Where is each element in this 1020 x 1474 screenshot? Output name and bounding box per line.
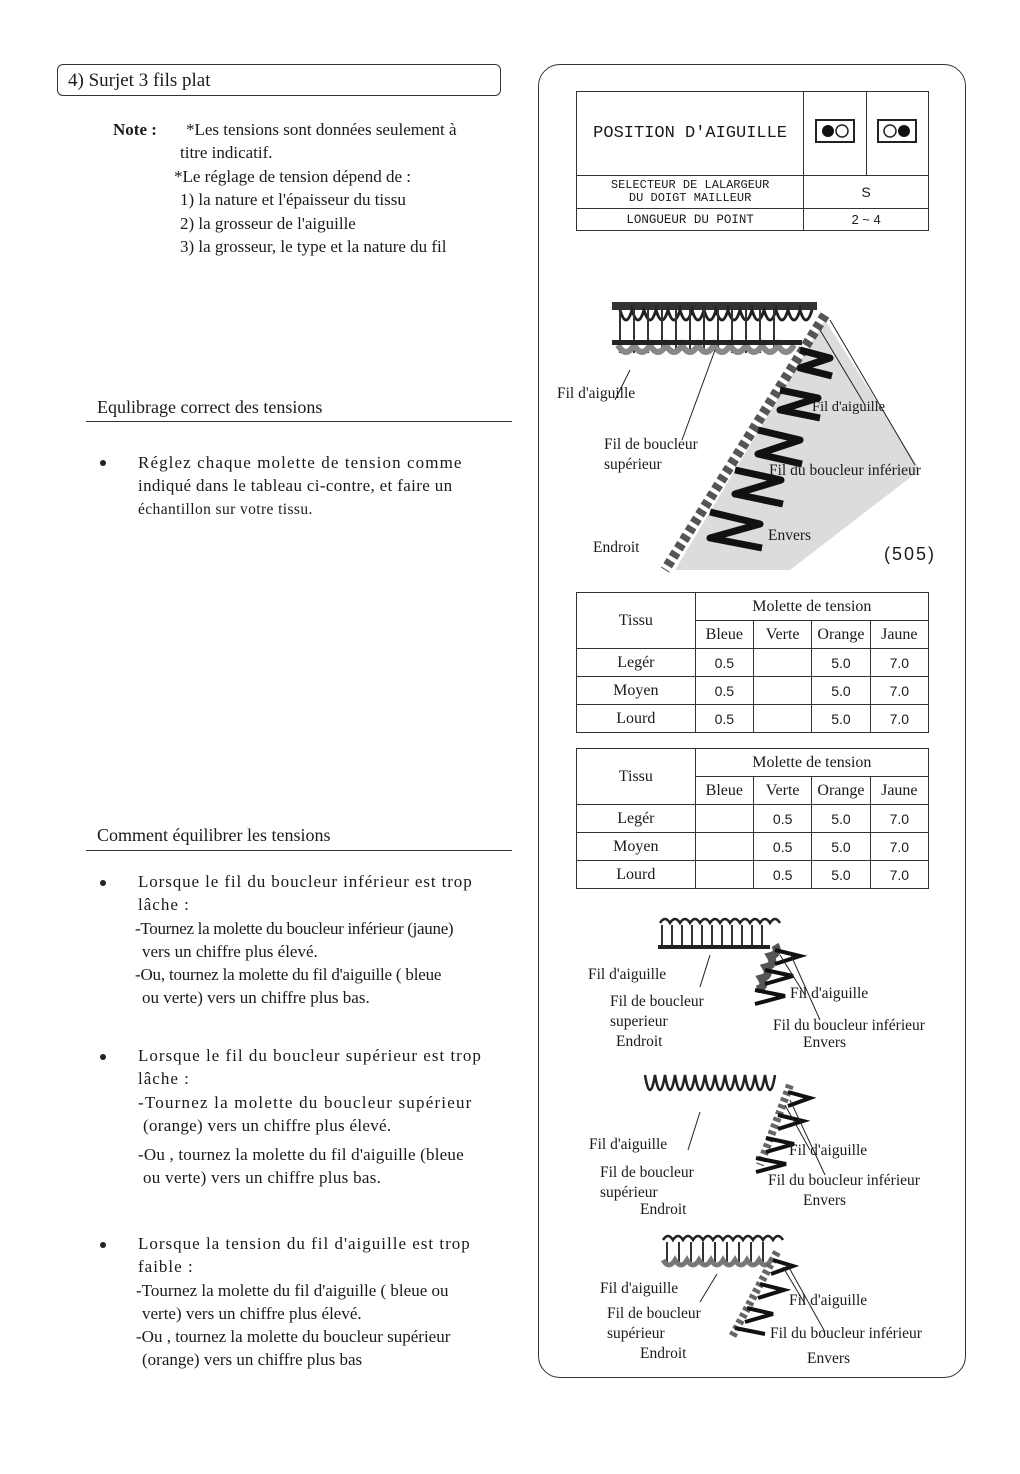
cell — [754, 705, 812, 733]
note-line-2: titre indicatif. — [180, 143, 273, 162]
stitch-diagram-small-1 — [640, 915, 830, 1030]
cell — [695, 861, 753, 889]
needle-position-table — [576, 91, 929, 231]
howto-item-2-line: -Ou , tournez la molette du fil d'aiguille (bleue — [138, 1145, 464, 1165]
width-selector-label-line: DU DOIGT MAILLEUR — [628, 191, 752, 205]
howto-item-1-line: ou verte) vers un chiffre plus bas. — [142, 988, 370, 1008]
section-title: 4) Surjet 3 fils plat — [57, 64, 501, 96]
cell: 7.0 — [870, 833, 928, 861]
cell — [695, 833, 753, 861]
howto-item-3-line: verte) vers un chiffre plus élevé. — [142, 1303, 362, 1323]
label-needle-right: Fil d'aiguille — [790, 985, 869, 1002]
cell: 0.5 — [754, 861, 812, 889]
table-row — [577, 677, 929, 705]
label-back: Envers — [768, 527, 812, 544]
howto-item-3-line: Lorsque la tension du fil d'aiguille est trop — [138, 1234, 471, 1253]
label-upper-looper-2: superieur — [610, 1013, 668, 1030]
bullet-icon — [100, 1054, 106, 1060]
label-upper-looper: Fil de boucleur — [600, 1164, 694, 1181]
howto-item-3 — [138, 1232, 471, 1372]
howto-item-3-line: faible : — [138, 1257, 194, 1277]
tension-table-blue — [576, 592, 929, 733]
cell: 7.0 — [870, 805, 928, 833]
row-label: Lourd — [577, 705, 696, 733]
bullet-icon — [100, 880, 106, 886]
note-line-1: *Les tensions sont données seulement à — [186, 120, 457, 139]
label-front: Endroit — [640, 1201, 687, 1218]
cell: 5.0 — [812, 805, 870, 833]
howto-item-1-line: Lorsque le fil du boucleur inférieur est trop — [138, 872, 473, 891]
howto-item-1-line: lâche : — [138, 895, 190, 915]
howto-item-2 — [138, 1044, 482, 1190]
howto-item-1-line: vers un chiffre plus élevé. — [142, 941, 318, 961]
row-label: Lourd — [577, 861, 696, 889]
bullet-icon — [100, 460, 106, 466]
cell: 0.5 — [695, 649, 753, 677]
bullet-icon — [100, 1242, 106, 1248]
balance-line-3: échantillon sur votre tissu. — [138, 500, 313, 518]
label-front: Endroit — [593, 539, 640, 556]
balance-rule — [86, 421, 512, 422]
table-row — [577, 705, 929, 733]
label-upper-looper: Fil de boucleur — [604, 436, 698, 453]
col-orange: Orange — [812, 621, 870, 649]
label-needle-left: Fil d'aiguille — [600, 1280, 679, 1297]
label-needle-right: Fil d'aiguille — [812, 399, 886, 415]
label-lower-looper: Fil du boucleur inférieur — [770, 1325, 922, 1342]
col-verte: Verte — [754, 777, 812, 805]
note-label: Note : — [113, 120, 157, 139]
cell: 0.5 — [754, 833, 812, 861]
balance-line-2: indiqué dans le tableau ci-contre, et faire un — [138, 476, 453, 496]
col-tissu: Tissu — [577, 593, 696, 649]
stitch-length-label: LONGUEUR DU POINT — [577, 209, 804, 231]
cell — [695, 805, 753, 833]
note-line-6: 3) la grosseur, le type et la nature du fil — [180, 237, 447, 256]
label-front: Endroit — [616, 1033, 663, 1050]
cell: 0.5 — [695, 705, 753, 733]
needle-left-icon — [815, 119, 855, 143]
row-label: Moyen — [577, 833, 696, 861]
cell — [754, 649, 812, 677]
cell: 7.0 — [870, 677, 928, 705]
label-back: Envers — [803, 1034, 847, 1051]
note-line-3: *Le réglage de tension dépend de : — [174, 167, 411, 186]
label-lower-looper: Fil du boucleur inférieur — [773, 1017, 925, 1034]
table-row — [577, 833, 929, 861]
label-needle-left: Fil d'aiguille — [589, 1136, 668, 1153]
label-upper-looper-2: supérieur — [607, 1325, 665, 1342]
howto-heading: Comment équilibrer les tensions — [97, 825, 331, 845]
label-upper-looper-2: supérieur — [604, 456, 662, 473]
row-label: Moyen — [577, 677, 696, 705]
table-row — [577, 649, 929, 677]
col-verte: Verte — [754, 621, 812, 649]
position-title: POSITION D'AIGUILLE — [577, 92, 804, 176]
label-lower-looper: Fil du boucleur inférieur — [768, 1172, 920, 1189]
howto-item-2-line: Lorsque le fil du boucleur supérieur est trop — [138, 1046, 482, 1065]
cell: 7.0 — [870, 705, 928, 733]
width-selector-value: S — [804, 176, 929, 209]
stitch-length-value: 2 ~ 4 — [804, 209, 929, 231]
label-front: Endroit — [640, 1345, 687, 1362]
width-selector-label — [577, 176, 804, 209]
label-needle-right: Fil d'aiguille — [789, 1142, 868, 1159]
cell: 5.0 — [812, 861, 870, 889]
row-label: Legér — [577, 649, 696, 677]
howto-item-3-line: -Ou , tournez la molette du boucleur supérieur — [136, 1327, 451, 1347]
cell: 0.5 — [754, 805, 812, 833]
cell: 5.0 — [812, 833, 870, 861]
figure-number: (505) — [884, 544, 937, 564]
howto-item-1-line: -Tournez la molette du boucleur inférieur (jaune) — [135, 918, 454, 938]
note-block — [113, 118, 523, 268]
note-line-4: 1) la nature et l'épaisseur du tissu — [180, 190, 406, 209]
howto-item-2-line: ou verte) vers un chiffre plus bas. — [143, 1168, 382, 1188]
label-needle-left: Fil d'aiguille — [588, 966, 667, 983]
label-back: Envers — [807, 1350, 851, 1367]
note-line-5: 2) la grosseur de l'aiguille — [180, 214, 356, 233]
col-jaune: Jaune — [870, 777, 928, 805]
label-lower-looper: Fil du boucleur inférieur — [769, 462, 921, 479]
label-needle-right: Fil d'aiguille — [789, 1292, 868, 1309]
needle-left-cell — [804, 92, 866, 176]
balance-heading: Equlibrage correct des tensions — [97, 397, 323, 417]
row-label: Legér — [577, 805, 696, 833]
label-upper-looper: Fil de boucleur — [610, 993, 704, 1010]
label-needle-left: Fil d'aiguille — [557, 385, 636, 402]
howto-item-3-line: (orange) vers un chiffre plus bas — [142, 1350, 363, 1370]
col-bleue: Bleue — [695, 777, 753, 805]
needle-right-icon — [877, 119, 917, 143]
howto-item-2-line: -Tournez la molette du boucleur supérieur — [138, 1092, 473, 1112]
table-row — [577, 861, 929, 889]
label-back: Envers — [803, 1192, 847, 1209]
group-header: Molette de tension — [695, 749, 928, 777]
cell: 5.0 — [812, 677, 870, 705]
col-bleue: Bleue — [695, 621, 753, 649]
col-jaune: Jaune — [870, 621, 928, 649]
howto-item-1-line: -Ou, tournez la molette du fil d'aiguille ( bleue — [135, 965, 442, 985]
cell: 0.5 — [695, 677, 753, 705]
howto-item-3-line: -Tournez la molette du fil d'aiguille ( bleue ou — [136, 1280, 449, 1300]
tension-table-green — [576, 748, 929, 889]
group-header: Molette de tension — [695, 593, 928, 621]
cell — [754, 677, 812, 705]
label-upper-looper-2: supérieur — [600, 1184, 658, 1201]
cell: 5.0 — [812, 649, 870, 677]
label-upper-looper: Fil de boucleur — [607, 1305, 701, 1322]
balance-line-1: Réglez chaque molette de tension comme — [138, 453, 463, 472]
cell: 7.0 — [870, 649, 928, 677]
howto-item-2-line: (orange) vers un chiffre plus élevé. — [143, 1115, 392, 1135]
stitch-diagram-main — [590, 290, 940, 575]
howto-rule — [86, 850, 512, 851]
cell: 5.0 — [812, 705, 870, 733]
balance-paragraph — [138, 451, 463, 521]
howto-item-2-line: lâche : — [138, 1069, 190, 1089]
howto-item-1 — [135, 870, 473, 1010]
col-orange: Orange — [812, 777, 870, 805]
cell: 7.0 — [870, 861, 928, 889]
col-tissu: Tissu — [577, 749, 696, 805]
table-row — [577, 805, 929, 833]
needle-right-cell — [866, 92, 928, 176]
upper-edge-loops — [612, 302, 817, 353]
width-selector-label-line: SELECTEUR DE LALARGEUR — [610, 178, 770, 192]
